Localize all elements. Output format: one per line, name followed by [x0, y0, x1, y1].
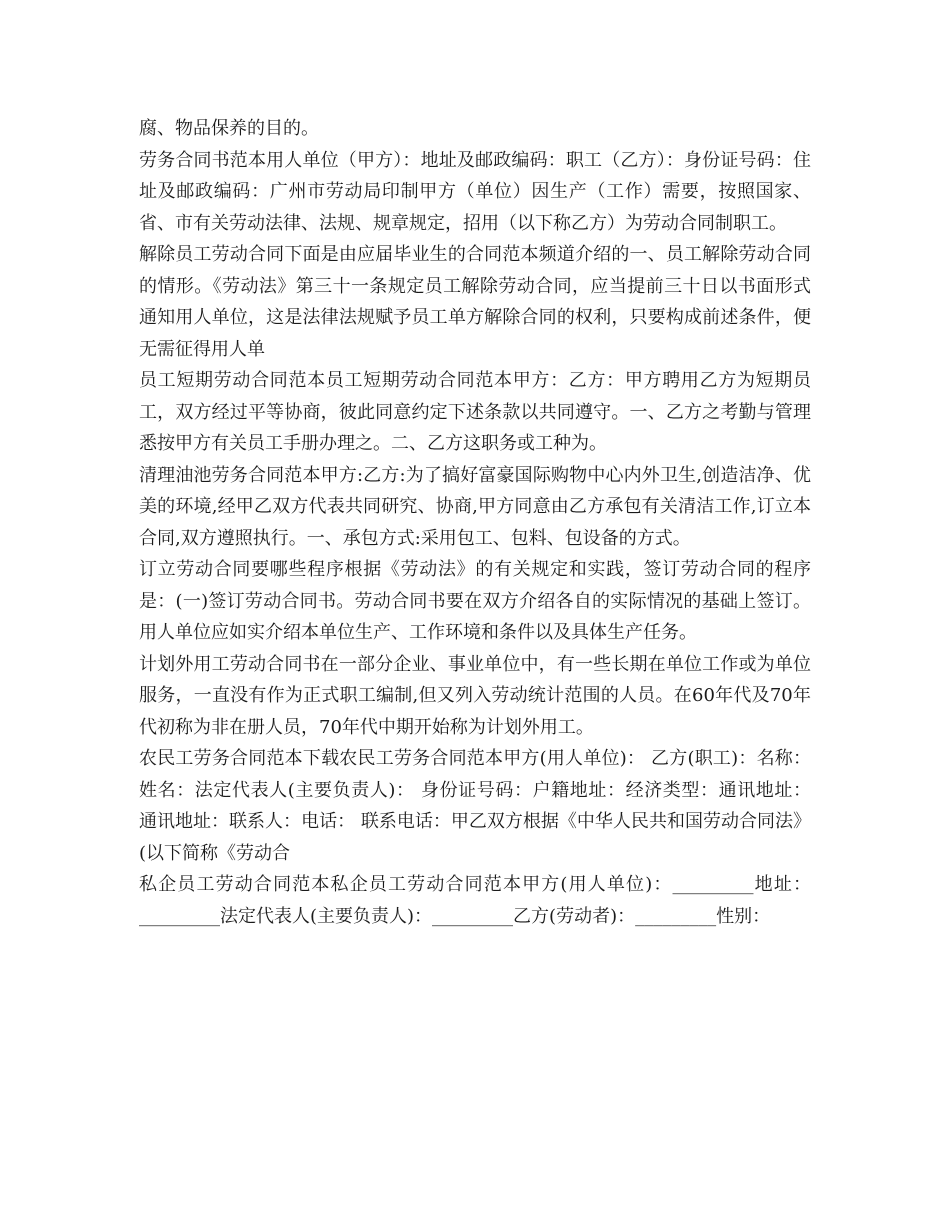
paragraph-6: 订立劳动合同要哪些程序根据《劳动法》的有关规定和实践，签订劳动合同的程序是：(一)签订劳动合同书。劳动合同书要在双方介绍各自的实际情况的基础上签订。用人单位应如实介绍本单位生产、工作环境和条件以及具体生产任务。 — [139, 559, 811, 643]
paragraph-2: 劳务合同书范本用人单位（甲方）：地址及邮政编码：职工（乙方）：身份证号码：住址及邮政编码：广州市劳动局印制甲方（单位）因生产（工作）需要，按照国家、省、市有关劳动法律、法规、规章规定，招用（以下称乙方）为劳动合同制职工。 — [139, 149, 811, 234]
paragraph-3: 解除员工劳动合同下面是由应届毕业生的合同范本频道介绍的一、员工解除劳动合同的情形。《劳动法》第三十一条规定员工解除劳动合同，应当提前三十日以书面形式通知用人单位，这是法律法规赋予员工单方解除合同的权利，只要构成前述条件，便无需征得用人单 — [139, 244, 811, 360]
paragraph-8: 农民工劳务合同范本下载农民工劳务合同范本甲方(用人单位)： 乙方(职工)：名称： 姓名：法定代表人(主要负责人)： 身份证号码：户籍地址：经济类型：通讯地址： 通讯地址：联系人：电话： 联系电话：甲乙双方根据《中华人民共和国劳动合同法》(以下简称《劳动合 — [139, 748, 811, 864]
paragraph-4: 员工短期劳动合同范本员工短期劳动合同范本甲方：乙方：甲方聘用乙方为短期员工，双方经过平等协商，彼此同意约定下述条款以共同遵守。一、乙方之考勤与管理悉按甲方有关员工手册办理之。二、乙方这职务或工种为。 — [139, 370, 811, 454]
paragraph-5: 清理油池劳务合同范本甲方:乙方:为了搞好富豪国际购物中心内外卫生,创造洁净、优美的环境,经甲乙双方代表共同研究、协商,甲方同意由乙方承包有关清洁工作,订立本合同,双方遵照执行。一、承包方式:采用包工、包料、包设备的方式。 — [139, 464, 811, 549]
paragraph-1: 腐、物品保养的目的。 — [139, 118, 319, 139]
paragraph-7: 计划外用工劳动合同书在一部分企业、事业单位中，有一些长期在单位工作或为单位服务，一直没有作为正式职工编制,但又列入劳动统计范围的人员。在60年代及70年代初称为非在册人员，70年代中期开始称为计划外用工。 — [139, 653, 811, 738]
paragraph-9: 私企员工劳动合同范本私企员工劳动合同范本甲方(用人单位)：_________地址：_________法定代表人(主要负责人)：_________乙方(劳动者)：_________性别： — [139, 874, 811, 927]
document-body — [139, 113, 811, 932]
